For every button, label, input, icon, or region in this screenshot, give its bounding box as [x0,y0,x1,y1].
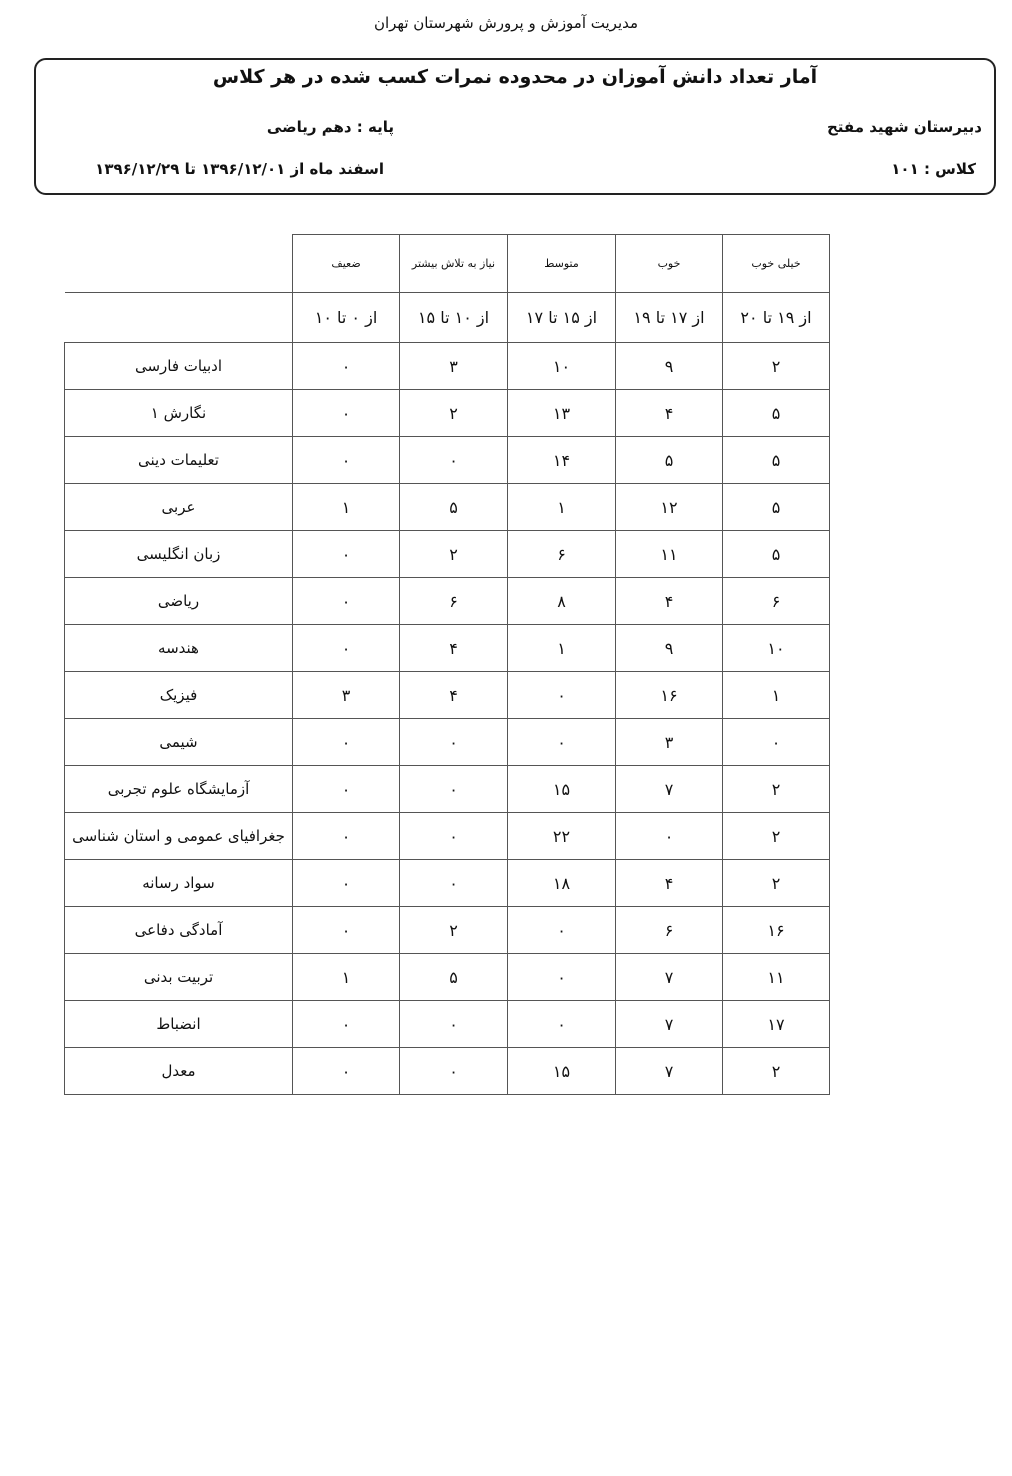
value-cell: ۰ [293,719,400,766]
category-header: خیلی خوب [723,235,830,293]
school-name: دبیرستان شهید مفتح [827,118,982,136]
value-cell: ۱۱ [616,531,723,578]
table-row [65,343,830,390]
value-cell: ۵ [400,484,508,531]
value-cell: ۵ [400,954,508,1001]
value-cell: ۱ [293,954,400,1001]
subject-name: تربیت بدنی [65,954,293,1001]
value-cell: ۵ [616,437,723,484]
subject-name: سواد رسانه [65,860,293,907]
value-cell: ۰ [293,813,400,860]
value-cell: ۱۶ [723,907,830,954]
grade-distribution-table [64,234,830,1095]
value-cell: ۲ [723,766,830,813]
value-cell: ۴ [616,578,723,625]
value-cell: ۹ [616,625,723,672]
value-cell: ۲ [723,343,830,390]
blank-corner-cell [65,235,293,293]
value-cell: ۰ [723,719,830,766]
value-cell: ۰ [508,719,616,766]
value-cell: ۰ [400,1048,508,1095]
table-row [65,860,830,907]
category-header: ضعیف [293,235,400,293]
category-header: نیاز به تلاش بیشتر [400,235,508,293]
value-cell: ۴ [616,390,723,437]
value-cell: ۱۵ [508,766,616,813]
value-cell: ۱ [508,484,616,531]
value-cell: ۲ [400,390,508,437]
value-cell: ۴ [400,672,508,719]
page-top-title: مدیریت آموزش و پرورش شهرستان تهران [373,14,639,32]
value-cell: ۲۲ [508,813,616,860]
table-row [65,390,830,437]
range-header: از ۱۷ تا ۱۹ [616,293,723,343]
value-cell: ۱ [723,672,830,719]
value-cell: ۲ [723,860,830,907]
value-cell: ۶ [400,578,508,625]
value-cell: ۰ [508,907,616,954]
range-header: از ۱۰ تا ۱۵ [400,293,508,343]
value-cell: ۱ [293,484,400,531]
value-cell: ۷ [616,766,723,813]
blank-corner-cell [65,293,293,343]
category-header: خوب [616,235,723,293]
value-cell: ۰ [400,437,508,484]
subject-name: نگارش ۱ [65,390,293,437]
value-cell: ۶ [616,907,723,954]
subject-name: عربی [65,484,293,531]
value-cell: ۰ [616,813,723,860]
range-header-row [65,293,830,343]
value-cell: ۰ [293,625,400,672]
table-row [65,719,830,766]
table-row [65,813,830,860]
subject-name: آزمایشگاه علوم تجربی [65,766,293,813]
subject-name: زبان انگلیسی [65,531,293,578]
value-cell: ۹ [616,343,723,390]
value-cell: ۰ [293,907,400,954]
value-cell: ۲ [400,907,508,954]
table-body [65,343,830,1095]
value-cell: ۵ [723,484,830,531]
value-cell: ۱۸ [508,860,616,907]
value-cell: ۱۶ [616,672,723,719]
subject-name: ادبیات فارسی [65,343,293,390]
value-cell: ۰ [293,1048,400,1095]
table-row [65,907,830,954]
value-cell: ۰ [400,813,508,860]
table-row [65,625,830,672]
report-title: آمار تعداد دانش آموزان در محدوده نمرات کسب شده در هر کلاس [212,66,818,88]
value-cell: ۱۴ [508,437,616,484]
value-cell: ۱۳ [508,390,616,437]
table-row [65,954,830,1001]
grade-label: پایه : دهم ریاضی [266,118,394,136]
value-cell: ۰ [293,343,400,390]
value-cell: ۰ [293,766,400,813]
category-header-row [65,235,830,293]
value-cell: ۰ [400,1001,508,1048]
value-cell: ۴ [616,860,723,907]
value-cell: ۳ [616,719,723,766]
value-cell: ۰ [400,719,508,766]
value-cell: ۱۰ [723,625,830,672]
value-cell: ۱۱ [723,954,830,1001]
table-row [65,578,830,625]
date-range: اسفند ماه از ۱۳۹۶/۱۲/۰۱ تا ۱۳۹۶/۱۲/۲۹ [95,160,384,178]
value-cell: ۱۰ [508,343,616,390]
class-label: کلاس : ۱۰۱ [891,160,976,178]
value-cell: ۵ [723,437,830,484]
table-row [65,1001,830,1048]
subject-name: ریاضی [65,578,293,625]
value-cell: ۰ [293,860,400,907]
subject-name: تعلیمات دینی [65,437,293,484]
table-row [65,1048,830,1095]
value-cell: ۷ [616,954,723,1001]
value-cell: ۲ [723,1048,830,1095]
subject-name: فیزیک [65,672,293,719]
value-cell: ۷ [616,1001,723,1048]
report-header-box [34,58,996,195]
table-row [65,766,830,813]
value-cell: ۸ [508,578,616,625]
value-cell: ۰ [293,1001,400,1048]
value-cell: ۱ [508,625,616,672]
value-cell: ۱۲ [616,484,723,531]
value-cell: ۰ [293,531,400,578]
table-row [65,531,830,578]
value-cell: ۷ [616,1048,723,1095]
subject-name: آمادگی دفاعی [65,907,293,954]
value-cell: ۴ [400,625,508,672]
value-cell: ۰ [400,860,508,907]
subject-name: معدل [65,1048,293,1095]
subject-name: جغرافیای عمومی و استان شناسی [65,813,293,860]
value-cell: ۶ [723,578,830,625]
subject-name: انضباط [65,1001,293,1048]
value-cell: ۲ [400,531,508,578]
range-header: از ۱۵ تا ۱۷ [508,293,616,343]
value-cell: ۰ [293,390,400,437]
range-header: از ۰ تا ۱۰ [293,293,400,343]
value-cell: ۱۷ [723,1001,830,1048]
value-cell: ۰ [508,954,616,1001]
value-cell: ۰ [508,672,616,719]
value-cell: ۵ [723,531,830,578]
value-cell: ۲ [723,813,830,860]
value-cell: ۶ [508,531,616,578]
table-row [65,672,830,719]
value-cell: ۳ [293,672,400,719]
value-cell: ۱۵ [508,1048,616,1095]
value-cell: ۳ [400,343,508,390]
subject-name: شیمی [65,719,293,766]
value-cell: ۵ [723,390,830,437]
table-row [65,437,830,484]
value-cell: ۰ [293,578,400,625]
category-header: متوسط [508,235,616,293]
table-row [65,484,830,531]
subject-name: هندسه [65,625,293,672]
value-cell: ۰ [293,437,400,484]
value-cell: ۰ [400,766,508,813]
value-cell: ۰ [508,1001,616,1048]
range-header: از ۱۹ تا ۲۰ [723,293,830,343]
